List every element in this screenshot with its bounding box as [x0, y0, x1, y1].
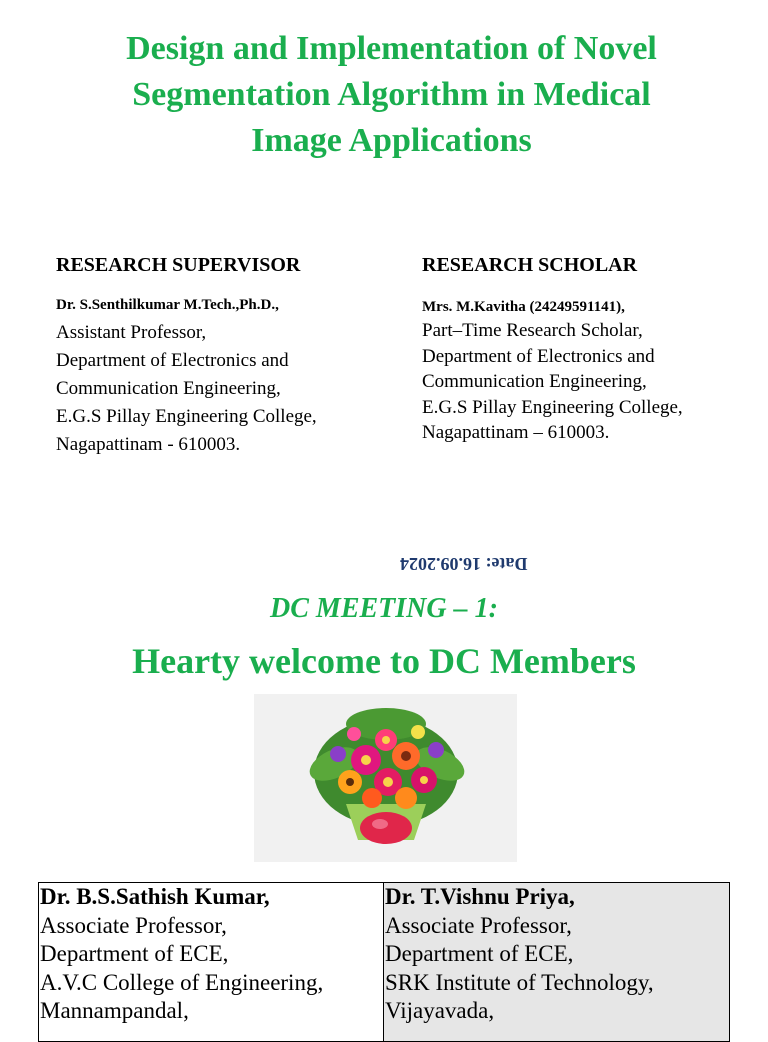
title-line: Segmentation Algorithm in Medical [132, 76, 651, 113]
member-line: A.V.C College of Engineering, [40, 969, 324, 995]
member-name: Dr. B.S.Sathish Kumar, [40, 884, 270, 909]
supervisor-line: Department of Electronics and [56, 350, 289, 371]
flower-bouquet-icon [254, 694, 517, 862]
scholar-name: Mrs. M.Kavitha (24249591141), [422, 299, 625, 315]
dc-members-table [38, 882, 730, 1042]
scholar-line: Nagapattinam – 610003. [422, 422, 610, 443]
member-line: SRK Institute of Technology, [385, 969, 654, 995]
supervisor-line: E.G.S Pillay Engineering College, [56, 406, 317, 427]
member-line: Department of ECE, [385, 941, 574, 966]
supervisor-block [56, 252, 396, 459]
member-name: Dr. T.Vishnu Priya, [385, 884, 575, 909]
meeting-heading: DC MEETING – 1: [270, 593, 498, 624]
member-line: Associate Professor, [385, 912, 572, 938]
document-title [40, 26, 743, 164]
scholar-line: Department of Electronics and [422, 345, 655, 367]
member-cell [39, 883, 384, 1041]
flower-bouquet-image [254, 694, 517, 862]
supervisor-name: Dr. S.Senthilkumar M.Tech.,Ph.D., [56, 297, 279, 313]
welcome-heading: Hearty welcome to DC Members [132, 641, 636, 681]
scholar-line: E.G.S Pillay Engineering College, [422, 396, 683, 418]
supervisor-heading: RESEARCH SUPERVISOR [56, 254, 301, 276]
member-line: Associate Professor, [40, 912, 227, 938]
supervisor-line: Communication Engineering, [56, 378, 281, 399]
scholar-line: Communication Engineering, [422, 371, 647, 392]
supervisor-line: Assistant Professor, [56, 322, 207, 343]
scholar-line: Part–Time Research Scholar, [422, 320, 643, 341]
member-line: Mannampandal, [40, 998, 189, 1023]
scholar-heading: RESEARCH SCHOLAR [422, 254, 638, 276]
member-line: Department of ECE, [40, 941, 229, 966]
member-line: Vijayavada, [385, 998, 495, 1023]
title-line: Design and Implementation of Novel [126, 30, 657, 67]
scholar-block [422, 252, 752, 446]
title-line: Image Applications [251, 122, 532, 159]
member-cell [384, 883, 729, 1041]
meeting-date: Date: 16.09.2024 [400, 554, 528, 574]
supervisor-line: Nagapattinam - 610003. [56, 434, 241, 455]
